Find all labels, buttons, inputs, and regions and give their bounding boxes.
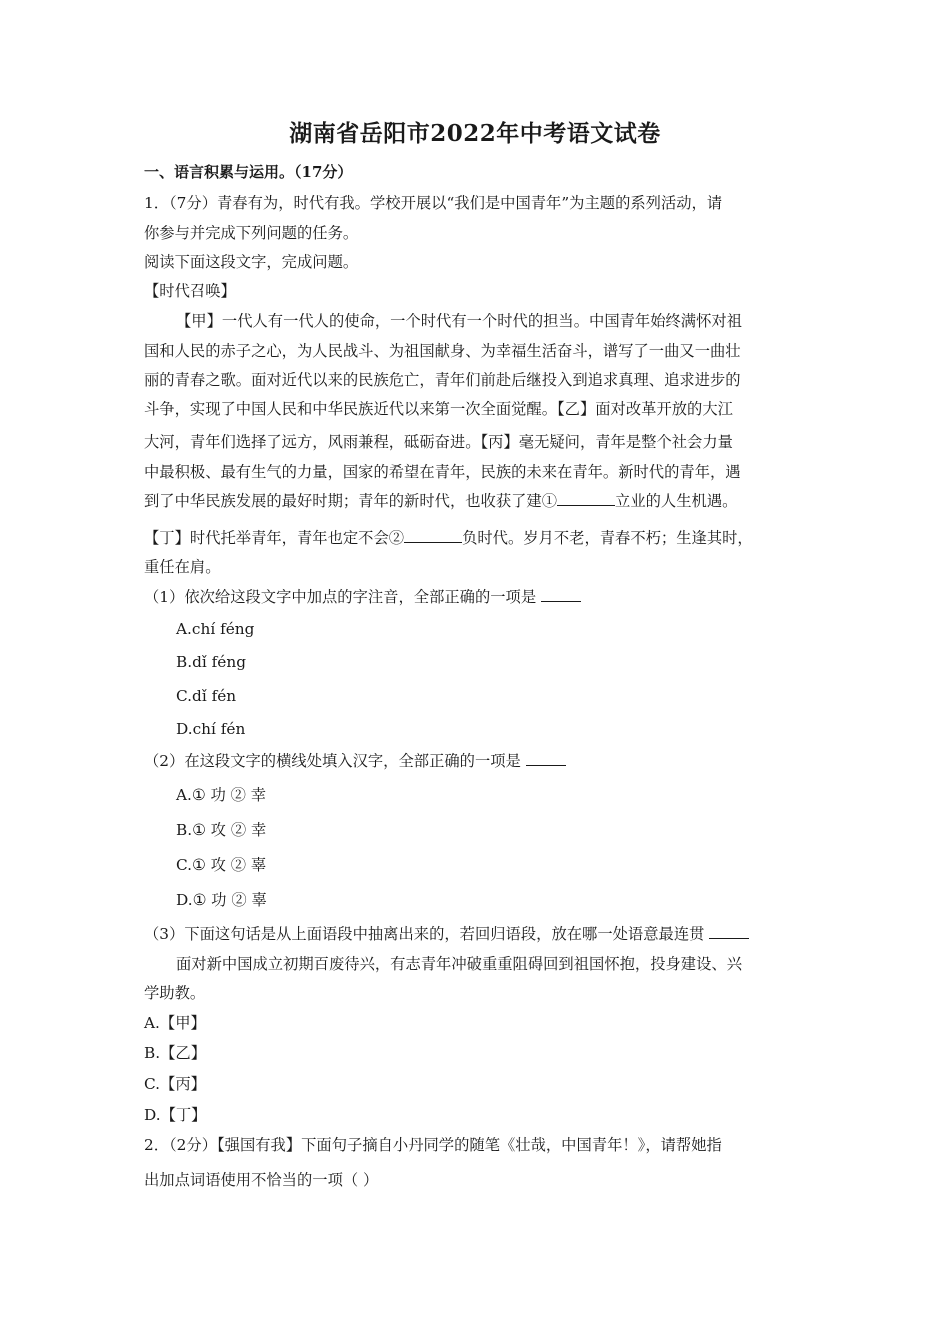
extracted-sentence-cont: 学助教。	[144, 984, 206, 1002]
passage-line: 大河，青年们选择了远方，风雨兼程，砥砺奋进。【丙】毫无疑问，青年是整个社会力量	[144, 433, 733, 451]
page-title: 湖南省岳阳市2022年中考语文试卷	[289, 120, 661, 147]
option-d[interactable]: D.【丁】	[144, 1106, 207, 1124]
option-a[interactable]: A.① 功 ② 幸	[176, 786, 267, 804]
fill-blank-1[interactable]	[557, 491, 615, 506]
sub-question-stem: （1）依次给这段文字中加点的字注音，全部正确的一项是	[144, 588, 537, 606]
question-1-intro: 1．（7分）青春有为，时代有我。学校开展以“我们是中国青年”为主题的系列活动，请	[144, 194, 723, 212]
passage-line: 重任在肩。	[144, 558, 221, 576]
sub-question-stem: （3）下面这句话是从上面语段中抽离出来的，若回归语段，放在哪一处语意最连贯	[144, 925, 705, 943]
question-2-stem-cont: 出加点词语使用不恰当的一项（ ）	[144, 1171, 379, 1189]
option-a[interactable]: A.【甲】	[144, 1014, 206, 1032]
section-heading: 一、语言积累与运用。（17分）	[144, 163, 353, 181]
passage-line: 【甲】一代人有一代人的使命，一个时代有一个时代的担当。中国青年始终满怀对祖	[176, 312, 742, 330]
passage-line: 斗争，实现了中国人民和中华民族近代以来第一次全面觉醒。【乙】面对改革开放的大江	[144, 400, 733, 418]
answer-blank[interactable]	[526, 751, 566, 766]
sub-question-1	[144, 586, 824, 608]
passage-line: 丽的青春之歌。面对近代以来的民族危亡，青年们前赴后继投入到追求真理、追求进步的	[144, 371, 741, 389]
option-c[interactable]: C.【丙】	[144, 1075, 206, 1093]
passage-tag: 【时代召唤】	[144, 282, 236, 300]
answer-blank[interactable]	[709, 924, 749, 939]
sub-question-2	[144, 750, 824, 772]
question-2-stem: 2．（2分）【强国有我】下面句子摘自小丹同学的随笔《壮哉，中国青年！》，请帮她指	[144, 1136, 722, 1154]
question-1-intro-cont: 你参与并完成下列问题的任务。	[144, 224, 359, 242]
answer-blank[interactable]	[541, 587, 581, 602]
option-b[interactable]: B.① 攻 ② 幸	[176, 821, 267, 839]
passage-line-blank-1	[144, 490, 824, 512]
passage-line-blank-2	[144, 527, 824, 549]
passage-line: 国和人民的赤子之心，为人民战斗、为祖国献身、为幸福生活奋斗，谱写了一曲又一曲壮	[144, 342, 741, 360]
option-c[interactable]: C.dǐ fén	[176, 687, 237, 705]
option-d[interactable]: D.chí fén	[176, 720, 246, 738]
option-c[interactable]: C.① 攻 ② 辜	[176, 856, 267, 874]
option-b[interactable]: B.dǐ féng	[176, 653, 247, 671]
sub-question-3	[144, 923, 824, 945]
option-b[interactable]: B.【乙】	[144, 1044, 206, 1062]
fill-blank-2[interactable]	[404, 528, 462, 543]
passage-text: 负时代。岁月不老，青春不朽；生逢其时，	[462, 529, 753, 547]
reading-instruction: 阅读下面这段文字，完成问题。	[144, 253, 359, 271]
option-a[interactable]: A.chí féng	[176, 620, 255, 638]
passage-text: 立业的人生机遇。	[615, 492, 738, 510]
extracted-sentence: 面对新中国成立初期百废待兴，有志青年冲破重重阻碍回到祖国怀抱，投身建设、兴	[176, 955, 742, 973]
passage-line: 中最积极、最有生气的力量，国家的希望在青年，民族的未来在青年。新时代的青年，遇	[144, 463, 741, 481]
option-d[interactable]: D.① 功 ② 辜	[176, 891, 267, 909]
passage-text: 到了中华民族发展的最好时期；青年的新时代，也收获了建①	[144, 492, 558, 510]
passage-text: 【丁】时代托举青年，青年也定不会②	[144, 529, 405, 547]
sub-question-stem: （2）在这段文字的横线处填入汉字，全部正确的一项是	[144, 752, 521, 770]
